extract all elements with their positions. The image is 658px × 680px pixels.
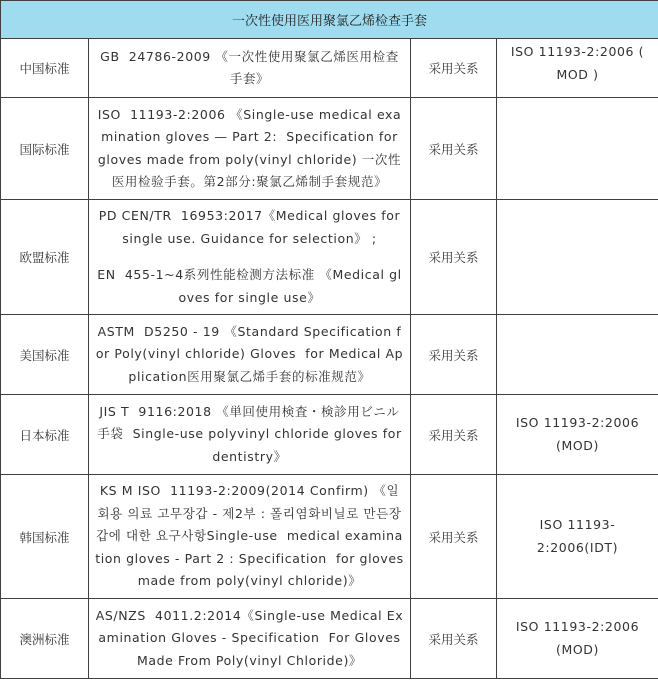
relation-cell: 采用关系 xyxy=(411,395,497,475)
standard-cell xyxy=(89,315,411,395)
region-cell: 美国标准 xyxy=(1,315,89,395)
equivalent-cell xyxy=(497,315,658,395)
title-row xyxy=(1,1,658,39)
relation-cell: 采用关系 xyxy=(411,315,497,395)
standard-cell xyxy=(89,39,411,98)
relation-cell: 采用关系 xyxy=(411,39,497,98)
region-cell: 韩国标准 xyxy=(1,475,89,599)
table-row xyxy=(1,200,658,315)
equivalent-cell: ISO 11193-2:2006(IDT) xyxy=(497,475,658,599)
region-cell: 国际标准 xyxy=(1,98,89,200)
standard-text: EN 455-1~4系列性能检测方法标准 《Medical gloves for single use》 xyxy=(97,267,402,305)
standard-text: PD CEN/TR 16953:2017《Medical gloves for single use. Guidance for selection》 ; xyxy=(98,208,405,246)
region-cell: 日本标准 xyxy=(1,395,89,475)
standard-text: AS/NZS 4011.2:2014《Single-use Medical Examination Gloves - Specification For Gloves Made From Poly(vinyl Chloride)》 xyxy=(95,607,406,668)
region-cell: 澳洲标准 xyxy=(1,599,89,679)
equivalent-cell: ISO 11193-2:2006 (MOD) xyxy=(497,395,658,475)
equivalent-cell: ISO 11193-2:2006 ( MOD ) xyxy=(497,39,658,98)
equivalent-cell xyxy=(497,200,658,315)
equivalent-cell xyxy=(497,98,658,200)
standard-cell xyxy=(89,475,411,599)
relation-cell: 采用关系 xyxy=(411,200,497,315)
standard-text: KS M ISO 11193-2:2009(2014 Confirm) 《일회용 의료 고무장갑 - 제2부 : 폴리염화비닐로 만든장갑에 대한 요구사항Single-use medical examination gloves - Part 2 : Specification for gloves made from poly(vinyl chloride)》 xyxy=(95,483,409,589)
standard-text: ASTM D5250 - 19 《Standard Specification for Poly(vinyl chloride) Gloves for Medical Application医用聚氯乙烯手套的标准规范》 xyxy=(95,323,404,384)
standard-text: ISO 11193-2:2006 《Single-use medical examination gloves — Part 2: Specification for gloves made from poly(vinyl chloride) 一次性医用检验手套。第2部分:聚氯乙烯制手套规范》 xyxy=(97,106,403,189)
table-row xyxy=(1,475,658,599)
standard-cell xyxy=(89,200,411,315)
paragraph-gap xyxy=(95,250,404,264)
table-title: 一次性使用医用聚氯乙烯检查手套 xyxy=(1,1,658,39)
standard-text: JIS T 9116:2018 《単回使用検査・検診用ビニル手袋 Single-use polyvinyl chloride gloves for dentistry》 xyxy=(97,403,407,464)
region-cell: 欧盟标准 xyxy=(1,200,89,315)
table-row xyxy=(1,599,658,679)
relation-cell: 采用关系 xyxy=(411,475,497,599)
table-row xyxy=(1,98,658,200)
standard-cell xyxy=(89,395,411,475)
equivalent-cell: ISO 11193-2:2006 (MOD) xyxy=(497,599,658,679)
relation-cell: 采用关系 xyxy=(411,98,497,200)
relation-cell: 采用关系 xyxy=(411,599,497,679)
standard-cell xyxy=(89,98,411,200)
table-row xyxy=(1,315,658,395)
region-cell: 中国标准 xyxy=(1,39,89,98)
standard-text: GB 24786-2009 《一次性使用聚氯乙烯医用检查手套》 xyxy=(100,48,399,86)
table-row xyxy=(1,395,658,475)
standard-cell xyxy=(89,599,411,679)
table-row xyxy=(1,39,658,98)
